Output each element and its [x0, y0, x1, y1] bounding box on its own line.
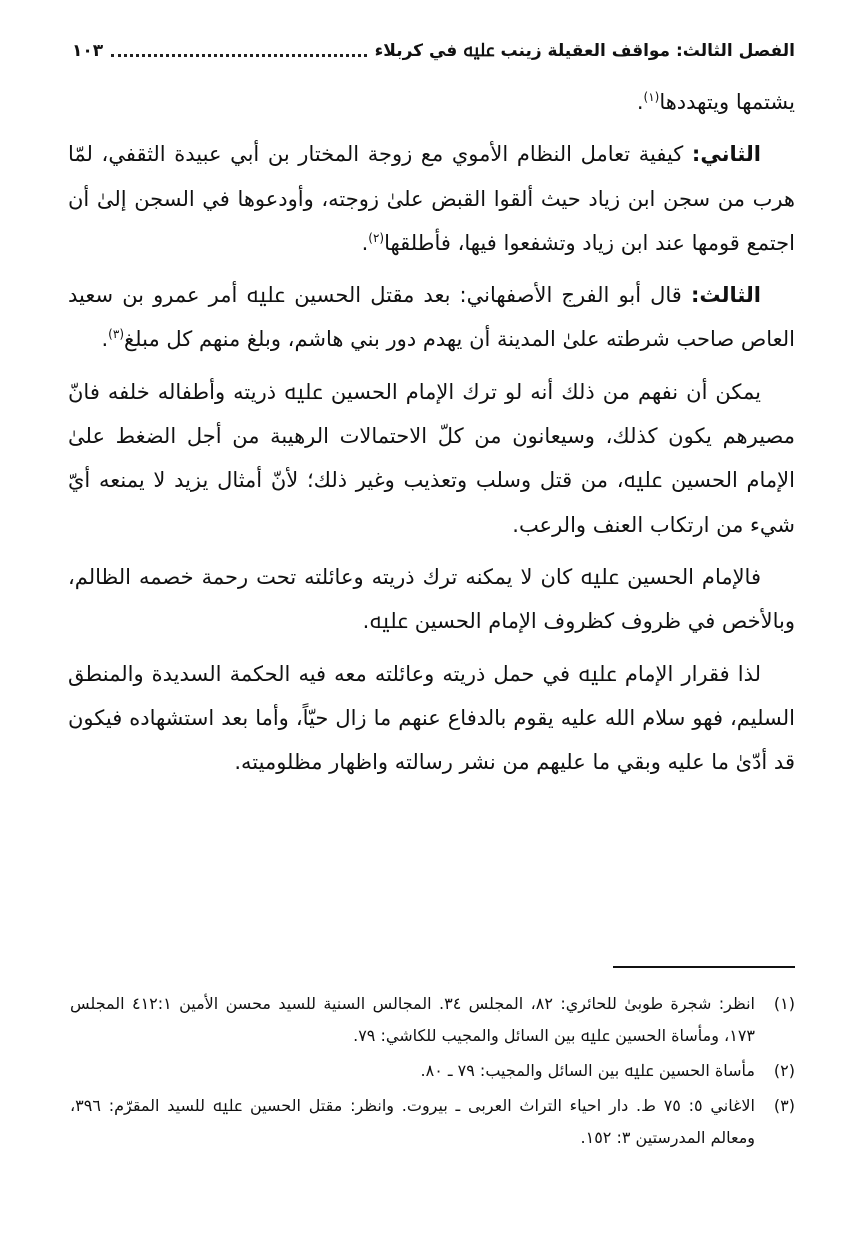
footnote-text: مأساة الحسين ﷷ بين السائل والمجيب: ٧٩ ـ ٨٠.: [420, 1061, 755, 1080]
paragraph-6: لذا فقرار الإمام ﷷ في حمل ذريته وعائلته معه فيه الحكمة السديدة والمنطق السليم، فهو سلام الله عليه يقوم بالدفاع عنهم ما زال حيّاً، وأما بعد استشهاده فيكون قد أدّىٰ ما عليه وبقي ما عليهم من نشر رسالته واظهار مظلوميته.: [68, 661, 795, 775]
chapter-title: الفصل الثالث: مواقف العقيلة زينب ﷷ في كربلاء: [374, 41, 795, 61]
footnote-number: (١): [773, 994, 795, 1013]
footnote-2: [70, 1055, 795, 1087]
footnote-number: (٢): [773, 1061, 795, 1080]
footnote-ref-2: (٢): [368, 230, 385, 245]
footnote-separator: [613, 966, 795, 968]
paragraph-4: يمكن أن نفهم من ذلك أنه لو ترك الإمام الحسين ﷷ ذريته وأطفاله خلفه فانّ مصيرهم يكون كذلك، وسيعانون من كلّ الاحتمالات الرهيبة من أجل الضغط علىٰ الإمام الحسين ﷷ، من قتل وسلب وتعذيب وغير ذلك؛ لأنّ أمثال يزيد لا يمنعه أيّ شيء من ارتكاب العنف والرعب.: [68, 379, 795, 537]
footnote-ref-1: (١): [643, 90, 660, 104]
paragraph-1: يشتمها ويتهددها$^{(١)}$.: [636, 90, 795, 114]
paragraph-3: الثالث: قال أبو الفرج الأصفهاني: بعد مقتل الحسين ﷷ أمر عمرو بن سعيد العاص صاحب شرطته علىٰ المدينة أن يهدم دور بني هاشم، وبلغ منهم كل مبلغ$^{(٣)}$.: [68, 283, 795, 352]
paragraph-2-text: كيفية تعامل النظام الأموي مع زوجة المختار بن أبي عبيدة الثقفي، لمّا هرب من سجن ابن زياد حيث ألقوا القبض علىٰ زوجته، وأودعوها في السجن إلىٰ أن اجتمع قومها عند ابن زياد وتشفعوا فيها، فأطلقها: [68, 142, 795, 255]
paragraph-3-label: الثالث:: [690, 283, 761, 308]
footnote-text: الاغاني ٥: ٧٥ ط. دار احياء التراث العربى ـ بيروت. وانظر: مقتل الحسين ﷷ للسيد المقرّم: ٣٩٦، ومعالم المدرستين ٣: ١٥٢.: [70, 1096, 756, 1147]
paragraph-2-label: الثاني:: [691, 142, 761, 167]
paragraph-2: الثاني: كيفية تعامل النظام الأموي مع زوجة المختار بن أبي عبيدة الثقفي، لمّا هرب من سجن ابن زياد حيث ألقوا القبض علىٰ زوجته، وأودعوها في السجن إلىٰ أن اجتمع قومها عند ابن زياد وتشفعوا فيها، فأطلقها$^{(٢)}$.: [68, 142, 795, 255]
footnote-text: انظر: شجرة طوبىٰ للحائري: ٨٢، المجلس ٣٤. المجالس السنية للسيد محسن الأمين ٤١٢:١ المجلس ١٧٣، ومأساة الحسين ﷷ بين السائل والمجيب للكاشي: ٧٩.: [70, 994, 755, 1045]
footnote-ref-3: (٣): [108, 327, 124, 342]
main-text: [68, 80, 795, 792]
page-number: ١٠٣: [72, 41, 104, 61]
header-dot-leader: [111, 54, 366, 57]
paragraph-1-text: يشتمها ويتهددها: [659, 90, 795, 114]
footnote-3: [70, 1090, 795, 1154]
running-header: [72, 36, 795, 66]
footnote-number: (٣): [773, 1096, 795, 1115]
footnote-1: [70, 988, 795, 1052]
paragraph-3-text: قال أبو الفرج الأصفهاني: بعد مقتل الحسين ﷷ أمر عمرو بن سعيد العاص صاحب شرطته علىٰ المدينة أن يهدم دور بني هاشم، وبلغ منهم كل مبلغ: [68, 283, 795, 352]
footnotes: [70, 988, 795, 1157]
paragraph-5: فالإمام الحسين ﷷ كان لا يمكنه ترك ذريته وعائلته تحت رحمة خصمه الظالم، وبالأخص في ظروف كظروف الإمام الحسين ﷷ.: [68, 564, 795, 634]
